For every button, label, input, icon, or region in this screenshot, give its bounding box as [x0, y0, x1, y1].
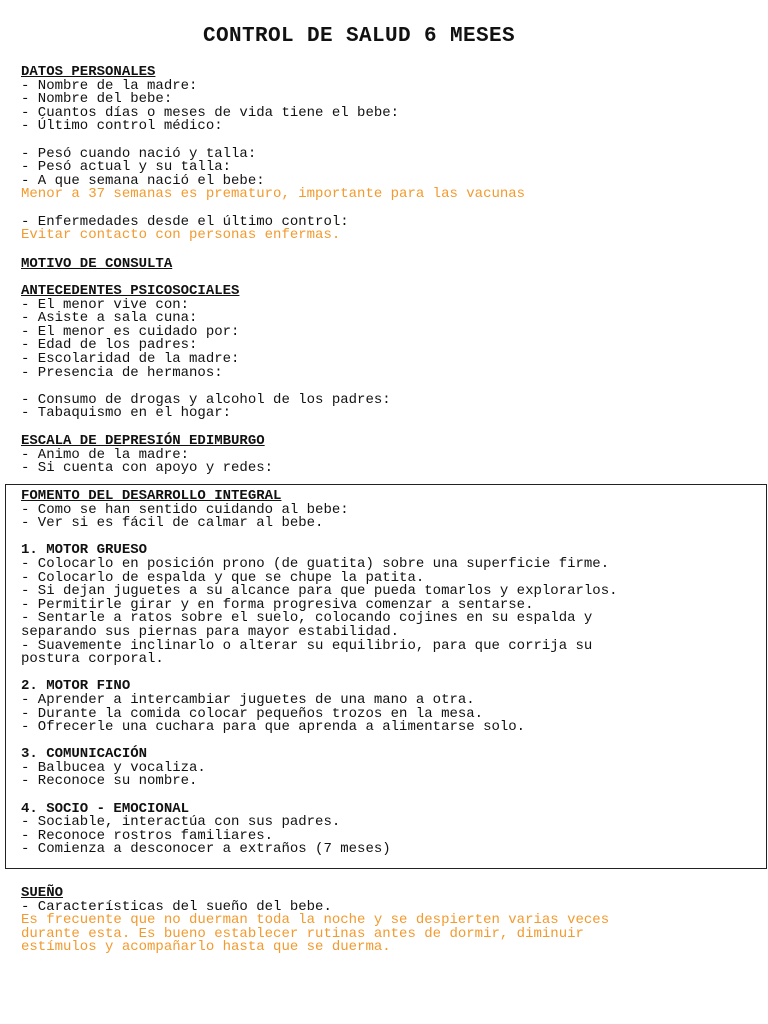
list-item: - Colocarlo de espalda y que se chupe la patita. — [21, 569, 425, 586]
list-item: - Nombre del bebe: — [21, 91, 173, 108]
list-item: - Edad de los padres: — [21, 337, 198, 354]
heading-edimburgo: ESCALA DE DEPRESIÓN EDIMBURGO — [21, 433, 265, 449]
section-motivo — [21, 258, 761, 272]
list-item: - Ver si es fácil de calmar al bebe. — [21, 515, 324, 532]
note-sueno: estímulos y acompañarlo hasta que se duerma. — [21, 939, 391, 956]
list-item: - Tabaquismo en el hogar: — [21, 405, 232, 422]
heading-comunicacion: 3. COMUNICACIÓN — [21, 746, 148, 763]
list-item: - Suavemente inclinarlo o alterar su equilibrio, para que corrija su — [21, 637, 593, 654]
list-item: separando sus piernas para mayor estabilidad. — [21, 623, 400, 640]
section-datos-personales — [21, 66, 761, 243]
list-item: - A que semana nació el bebe: — [21, 172, 265, 189]
list-item: - Animo de la madre: — [21, 446, 190, 463]
note-premature: Menor a 37 semanas es prematuro, importante para las vacunas — [21, 186, 526, 203]
heading-motor-fino: 2. MOTOR FINO — [21, 678, 131, 695]
heading-fomento: FOMENTO DEL DESARROLLO INTEGRAL — [21, 488, 282, 504]
list-item: - Sentarle a ratos sobre el suelo, colocando cojines en su espalda y — [21, 610, 593, 627]
list-item: - El menor es cuidado por: — [21, 323, 240, 340]
list-item: - Comienza a desconocer a extraños (7 meses) — [21, 841, 391, 858]
list-item: - Como se han sentido cuidando al bebe: — [21, 501, 349, 518]
list-item: - Pesó actual y su talla: — [21, 159, 232, 176]
heading-motor-grueso: 1. MOTOR GRUESO — [21, 542, 148, 559]
list-item: - Ofrecerle una cuchara para que aprenda a alimentarse solo. — [21, 719, 526, 736]
list-item: - El menor vive con: — [21, 296, 190, 313]
heading-socio-emocional: 4. SOCIO - EMOCIONAL — [21, 800, 190, 817]
list-item: - Sociable, interactúa con sus padres. — [21, 814, 341, 831]
list-item: - Si cuenta con apoyo y redes: — [21, 460, 274, 477]
list-item: postura corporal. — [21, 651, 164, 668]
list-item: - Último control médico: — [21, 118, 223, 135]
list-item: - Reconoce rostros familiares. — [21, 827, 274, 844]
section-fomento — [21, 490, 761, 857]
note-sueno: durante esta. Es bueno establecer rutinas antes de dormir, diminuir — [21, 925, 584, 942]
note-sueno: Es frecuente que no duerman toda la noche y se despierten varias veces — [21, 912, 610, 929]
list-item: - Permitirle girar y en forma progresiva comenzar a sentarse. — [21, 596, 534, 613]
list-item: - Nombre de la madre: — [21, 77, 198, 94]
section-sueno — [21, 887, 761, 955]
heading-motivo-consulta: MOTIVO DE CONSULTA — [21, 256, 173, 272]
list-item: - Reconoce su nombre. — [21, 773, 198, 790]
list-item: - Presencia de hermanos: — [21, 364, 223, 381]
section-psicosociales — [21, 285, 761, 421]
heading-psicosociales: ANTECEDENTES PSICOSOCIALES — [21, 283, 240, 299]
list-item: - Enfermedades desde el último control: — [21, 213, 349, 230]
section-edimburgo — [21, 435, 761, 476]
list-item: - Consumo de drogas y alcohol de los padres: — [21, 391, 391, 408]
list-item: - Balbucea y vocaliza. — [21, 759, 206, 776]
list-item: - Características del sueño del bebe. — [21, 898, 332, 915]
list-item: - Pesó cuando nació y talla: — [21, 145, 257, 162]
list-item: - Cuantos días o meses de vida tiene el bebe: — [21, 104, 400, 121]
list-item: - Aprender a intercambiar juguetes de una mano a otra. — [21, 691, 475, 708]
list-item: - Durante la comida colocar pequeños trozos en la mesa. — [21, 705, 484, 722]
note-contact: Evitar contacto con personas enfermas. — [21, 227, 341, 244]
list-item: - Colocarlo en posición prono (de guatita) sobre una superficie firme. — [21, 555, 610, 572]
list-item: - Si dejan juguetes a su alcance para que pueda tomarlos y explorarlos. — [21, 583, 618, 600]
document-title: CONTROL DE SALUD 6 MESES — [202, 25, 516, 48]
heading-sueno: SUEÑO — [21, 885, 64, 901]
list-item: - Asiste a sala cuna: — [21, 310, 198, 327]
heading-datos-personales: DATOS PERSONALES — [21, 64, 156, 80]
list-item: - Escolaridad de la madre: — [21, 350, 240, 367]
